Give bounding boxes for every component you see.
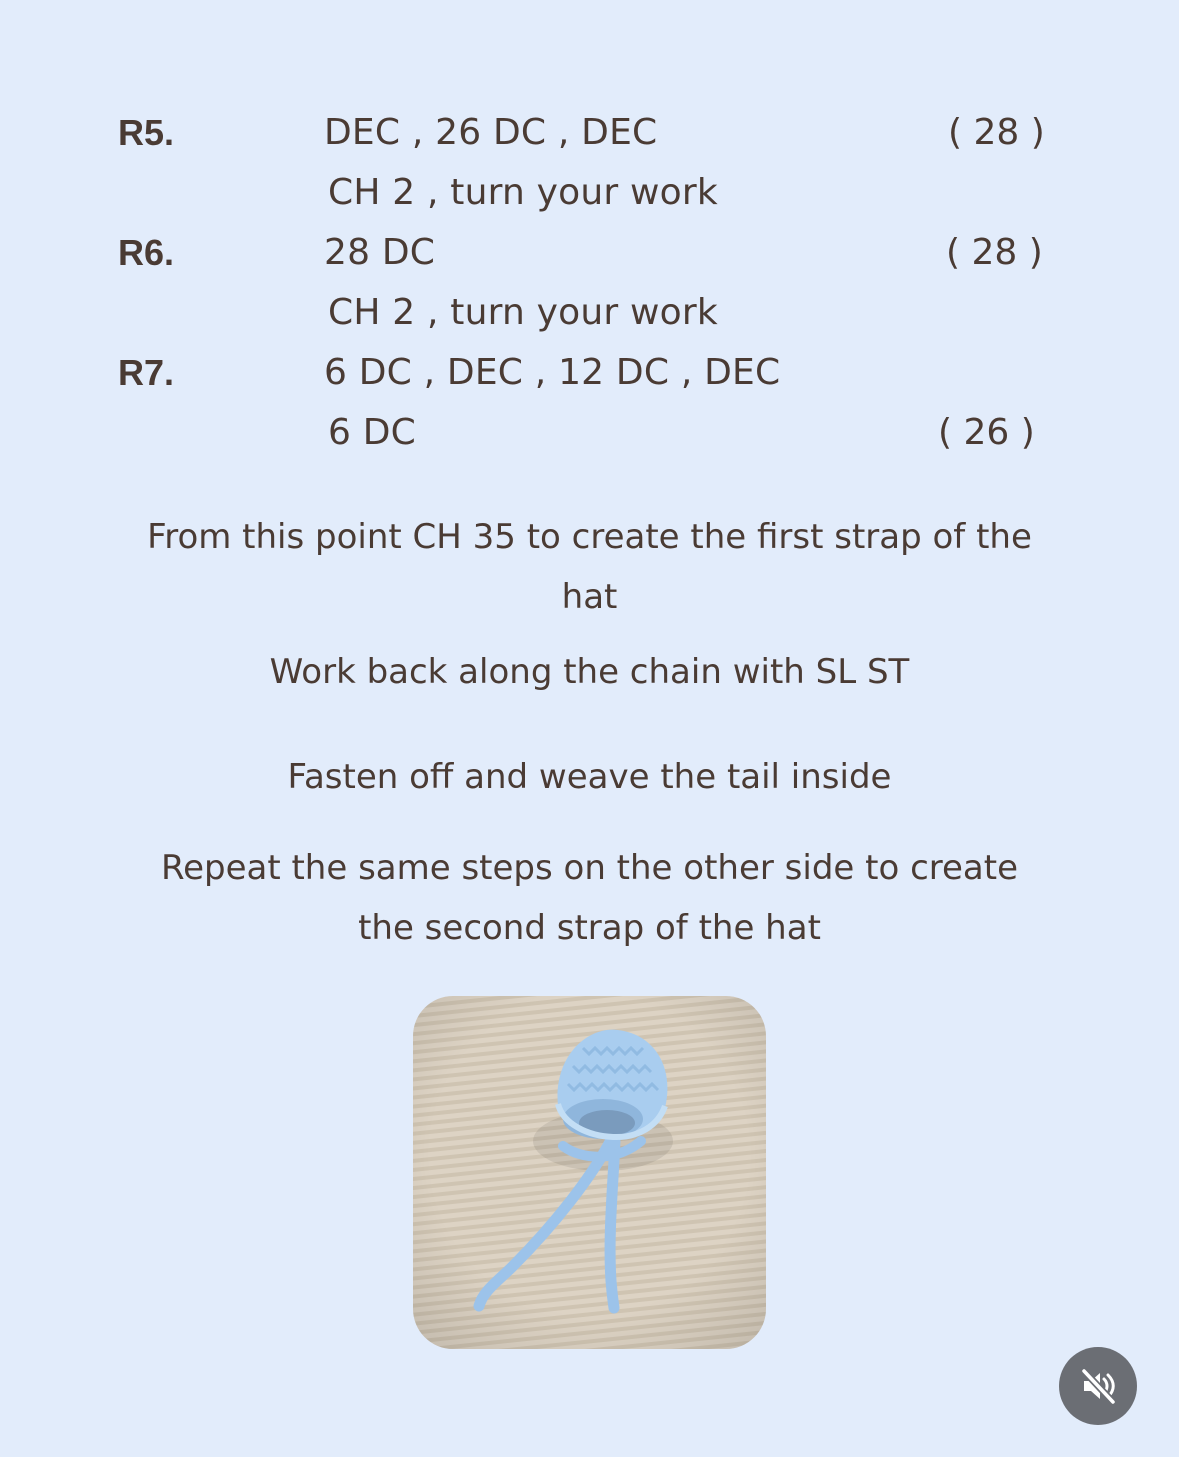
repeat-instruction-line-1: Repeat the same steps on the other side to create bbox=[160, 848, 1019, 888]
row-r7-instruction-continued: 6 DC bbox=[328, 412, 417, 453]
strap-instruction-line-1: From this point CH 35 to create the first strap of the bbox=[147, 517, 1032, 557]
work-back-instruction: Work back along the chain with SL ST bbox=[269, 652, 910, 692]
row-r6-instruction: 28 DC bbox=[324, 232, 436, 273]
row-r6-stitch-count: ( 28 ) bbox=[946, 232, 1043, 273]
repeat-instruction-line-2: the second strap of the hat bbox=[358, 908, 821, 948]
mute-toggle-button[interactable] bbox=[1059, 1347, 1137, 1425]
row-r5-turn-instruction: CH 2 , turn your work bbox=[328, 172, 718, 213]
strap-instruction-line-2: hat bbox=[561, 577, 618, 617]
row-label-r6: R6. bbox=[118, 232, 175, 273]
fasten-off-instruction: Fasten off and weave the tail inside bbox=[287, 757, 892, 797]
row-r7-instruction: 6 DC , DEC , 12 DC , DEC bbox=[324, 352, 781, 393]
row-r6-turn-instruction: CH 2 , turn your work bbox=[328, 292, 718, 333]
row-label-r5: R5. bbox=[118, 112, 175, 153]
crochet-hat-photo bbox=[413, 996, 766, 1349]
speaker-muted-icon bbox=[1078, 1366, 1118, 1406]
row-r5-instruction: DEC , 26 DC , DEC bbox=[324, 112, 658, 153]
row-r7-stitch-count: ( 26 ) bbox=[938, 412, 1035, 453]
row-label-r7: R7. bbox=[118, 352, 175, 393]
row-r5-stitch-count: ( 28 ) bbox=[948, 112, 1045, 153]
